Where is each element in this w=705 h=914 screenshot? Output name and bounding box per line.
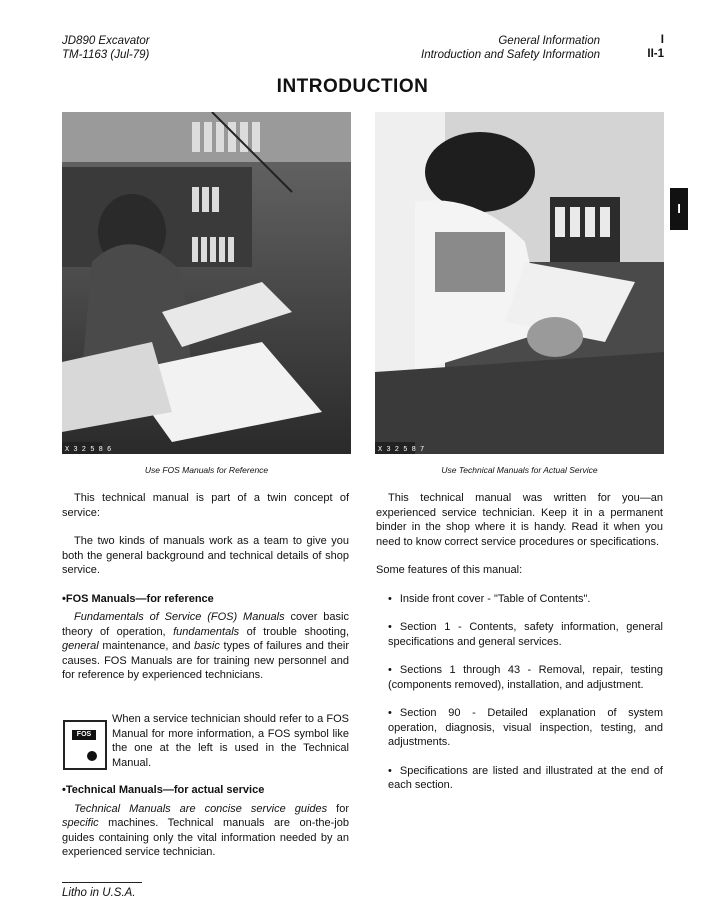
doc-number: TM-1163 (Jul-79) (62, 49, 150, 61)
fos-heading: •FOS Manuals—for reference (62, 592, 214, 605)
technical-manual-photo (375, 112, 664, 454)
left-column (62, 491, 349, 683)
photo-code: X 3 2 5 8 6 (65, 446, 112, 454)
photo-caption: Use Technical Manuals for Actual Service (441, 465, 598, 475)
intro-paragraph-1: This technical manual is part of a twin concept of service: (62, 492, 349, 519)
tm-heading: •Technical Manuals—for actual service (62, 784, 265, 796)
features-intro: Some features of this manual: (376, 564, 523, 576)
page-title: INTRODUCTION (276, 76, 429, 97)
feature-item: • Inside front cover - "Table of Contents". (376, 592, 663, 607)
fos-reference-photo (62, 112, 351, 454)
page-number: II-1 (647, 48, 664, 60)
left-column-lower (62, 783, 349, 860)
section-number: I (660, 34, 664, 46)
photo-caption: Use FOS Manuals for Reference (144, 465, 269, 475)
tm-paragraph: Technical Manuals are concise service guides for specific machines. Technical manuals are on-the-job guides containing only the vital information needed by an experienced service technician. (62, 802, 349, 858)
section-title: General Information (498, 35, 600, 47)
feature-item: • Specifications are listed and illustrated at the end of each section. (376, 764, 663, 793)
fos-symbol-icon (63, 720, 107, 770)
footer-text: Litho in U.S.A. (62, 887, 136, 899)
feature-item: • Section 1 - Contents, safety information, general specifications and general services. (376, 620, 663, 649)
right-column (376, 491, 663, 793)
feature-item: • Section 90 - Detailed explanation of system operation, diagnosis, visual inspection, testing, and adjustments. (376, 706, 663, 750)
subsection-title: Introduction and Safety Information (421, 49, 600, 61)
right-paragraph-1: This technical manual was written for you—an experienced service technician. Keep it in a permanent binder in the shop where it is handy. Read it when you need to know correct service procedures or specifications. (376, 492, 663, 548)
fos-symbol-label: FOS (72, 730, 96, 740)
section-tab: I (670, 188, 688, 230)
doc-title: JD890 Excavator (62, 35, 150, 47)
footer-rule (62, 882, 142, 883)
fos-symbol-text: When a service technician should refer to a FOS Manual for more information, a FOS symbol like the one at the left is used in the Technical Manual. (112, 713, 349, 769)
feature-item: • Sections 1 through 43 - Removal, repair, testing (components removed), installation, and adjustment. (376, 663, 663, 692)
photo-code: X 3 2 5 8 7 (378, 446, 425, 454)
intro-paragraph-2: The two kinds of manuals work as a team to give you both the general background and technical details of shop service. (62, 535, 349, 576)
fos-paragraph: Fundamentals of Service (FOS) Manuals cover basic theory of operation, fundamentals of trouble shooting, general maintenance, and basic types of failures and their causes. FOS Manuals are for training new personnel and for reference by experienced technicians. (62, 611, 350, 681)
